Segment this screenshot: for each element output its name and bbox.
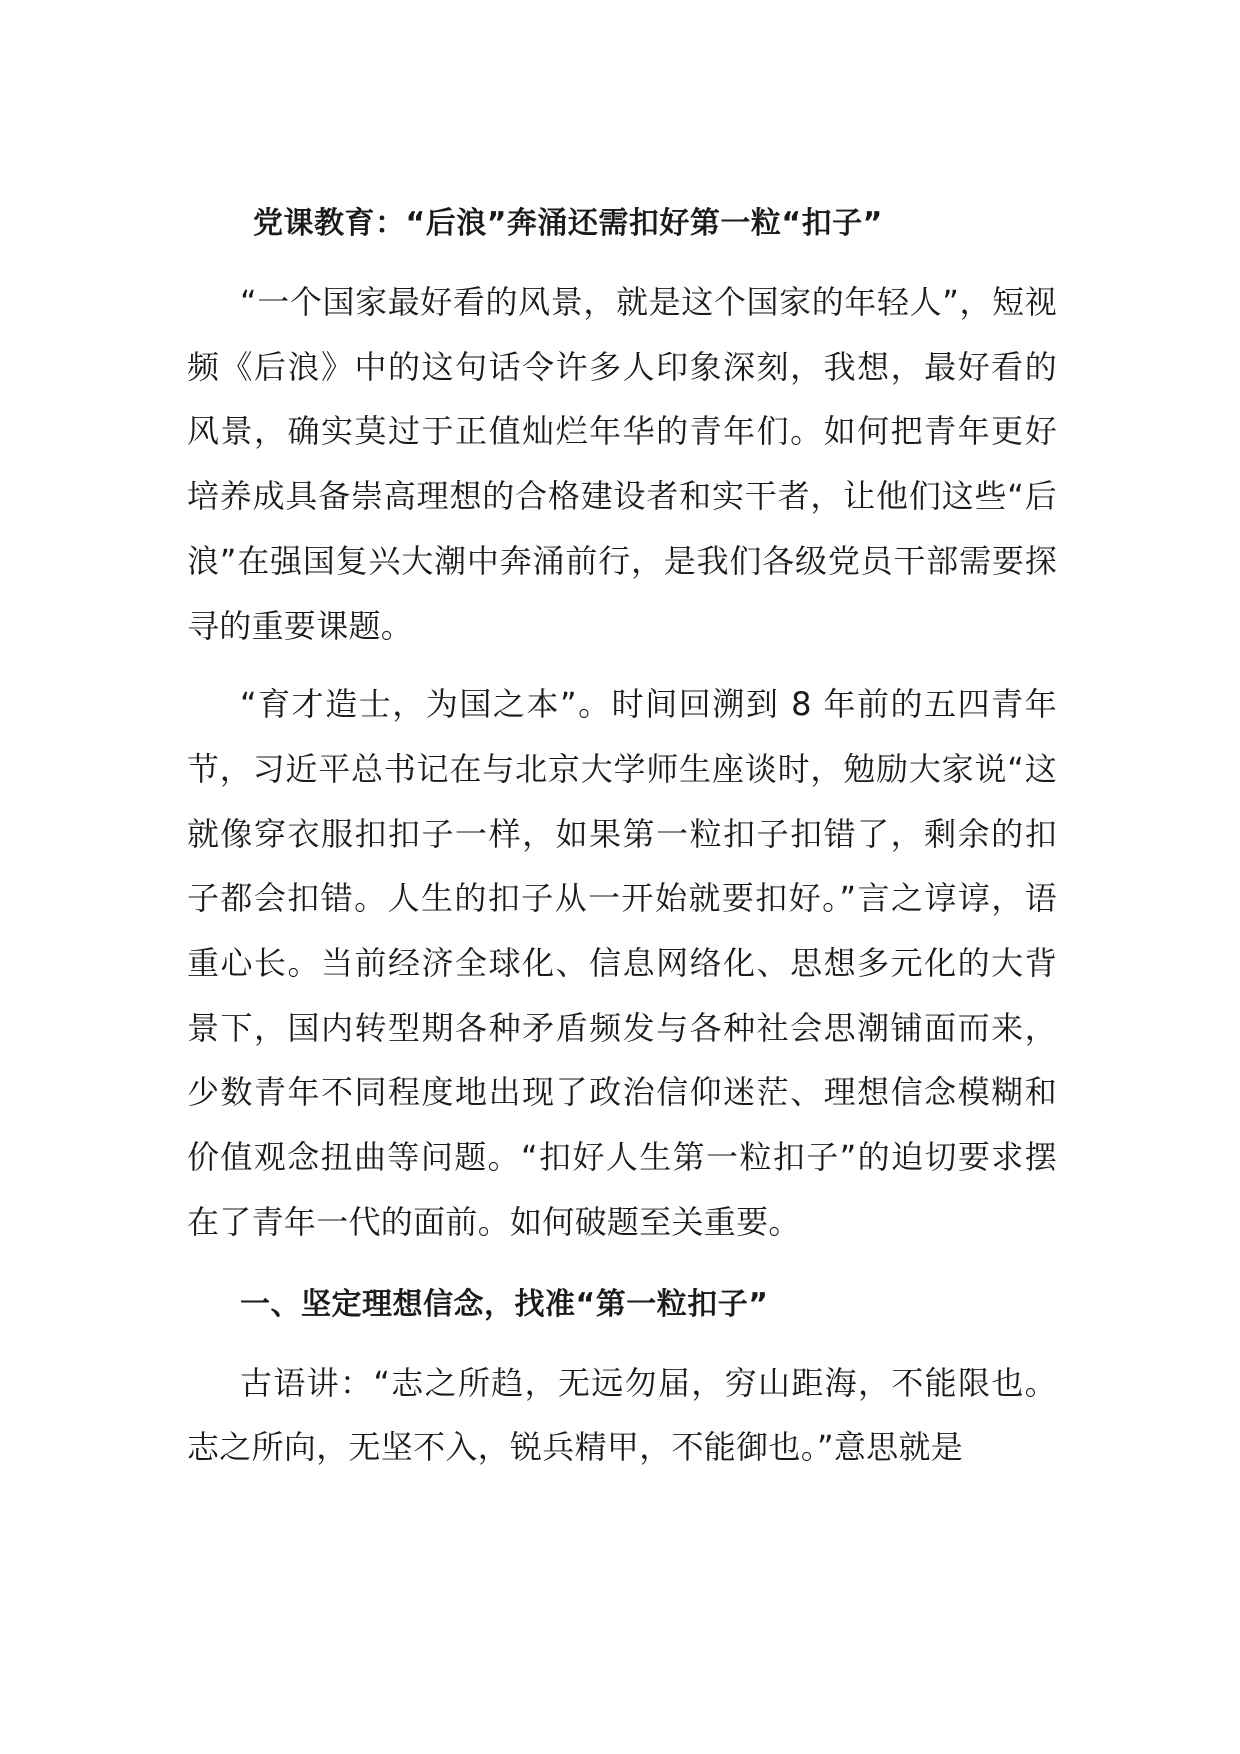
document-title: 党课教育：“后浪”奔涌还需扣好第一粒“扣子” [253,206,883,241]
section-1-paragraph: 古语讲：“志之所趋，无远勿届，穷山距海，不能限也。志之所向，无坚不入，锐兵精甲，不能御也。”意思就是 [187,1363,1057,1467]
document-page [187,200,1057,1480]
body-paragraph-2: “育才造士，为国之本”。时间回溯到 8 年前的五四青年节，习近平总书记在与北京大学师生座谈时，勉励大家说“这就像穿衣服扣扣子一样，如果第一粒扣子扣错了，剩余的扣子都会扣错。人生的扣子从一开始就要扣好。”言之谆谆，语重心长。当前经济全球化、信息网络化、思想多元化的大背景下，国内转型期各种矛盾频发与各种社会思潮铺面而来，少数青年不同程度地出现了政治信仰迷茫、理想信念模糊和价值观念扭曲等问题。“扣好人生第一粒扣子”的迫切要求摆在了青年一代的面前。如何破题至关重要。 [187,685,1057,1241]
section-heading-1: 一、坚定理想信念，找准“第一粒扣子” [240,1286,769,1322]
body-paragraph-1: “一个国家最好看的风景，就是这个国家的年轻人”，短视频《后浪》中的这句话令许多人印象深刻，我想，最好看的风景，确实莫过于正值灿烂年华的青年们。如何把青年更好培养成具备崇高理想的合格建设者和实干者，让他们这些“后浪”在强国复兴大潮中奔涌前行，是我们各级党员干部需要探寻的重要课题。 [187,283,1057,645]
